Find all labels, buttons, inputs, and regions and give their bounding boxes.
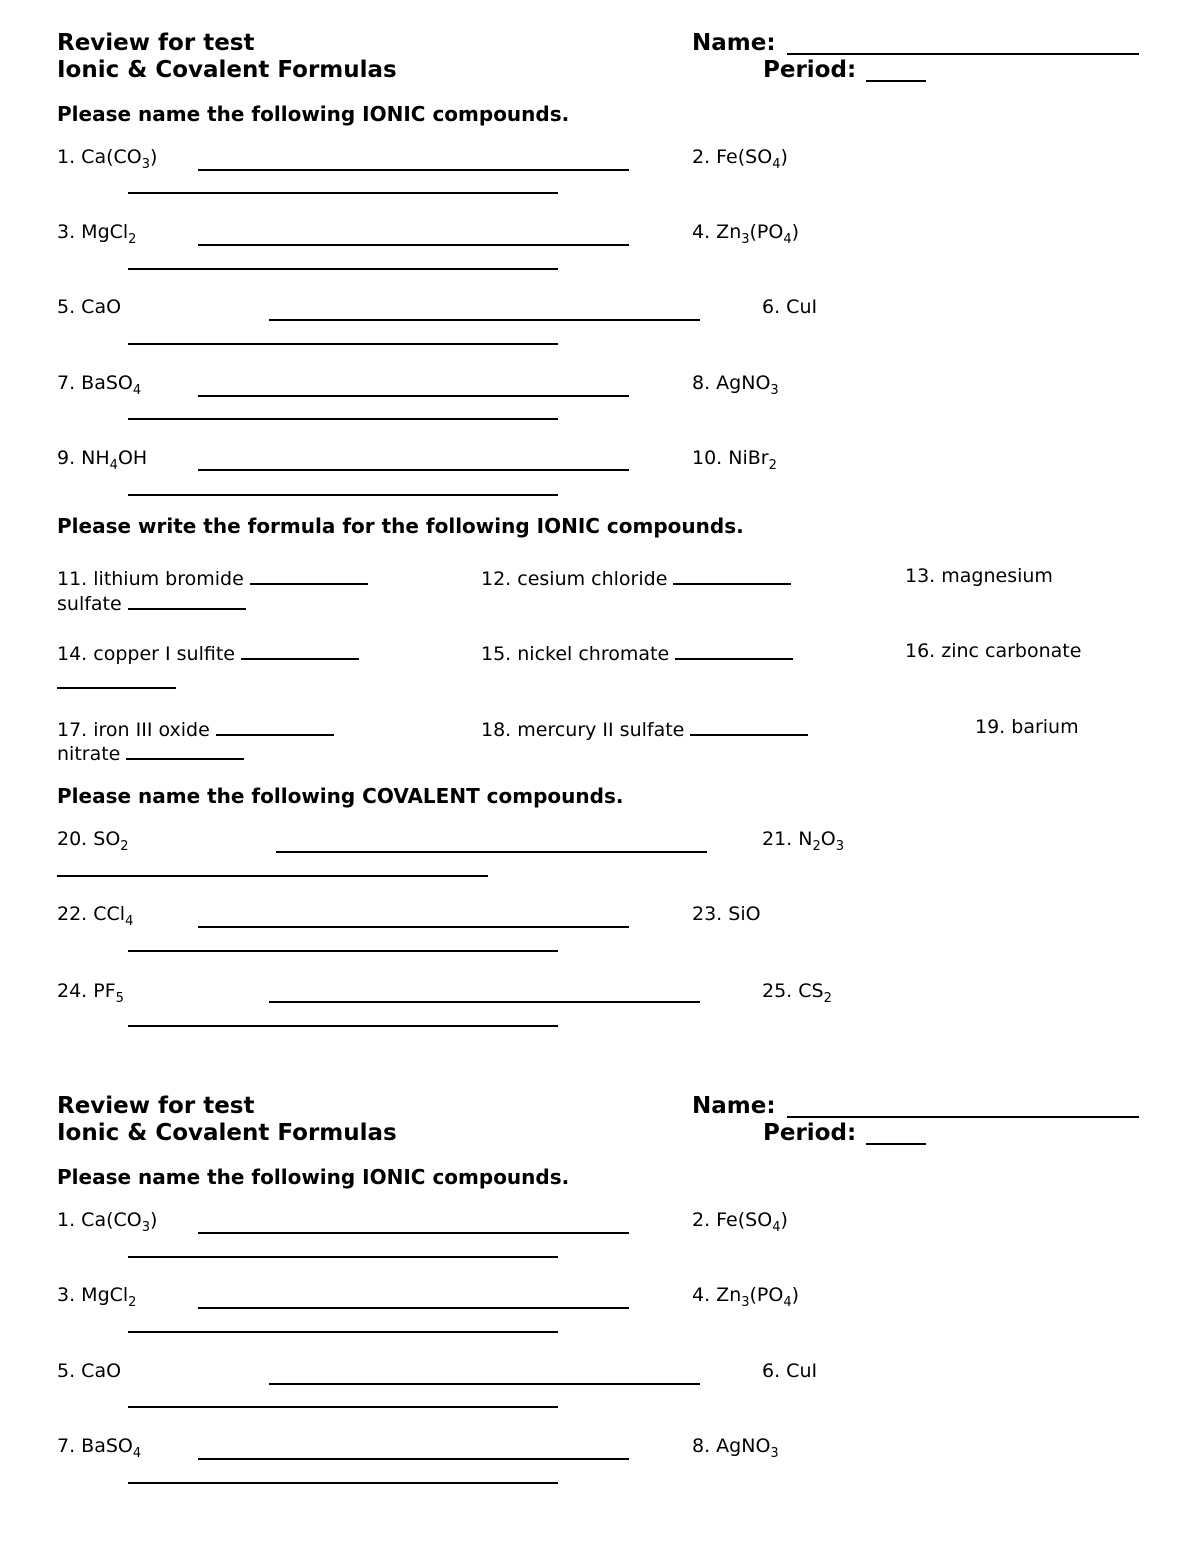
answer-line-10[interactable]: [128, 494, 558, 496]
answer-blank-12[interactable]: [673, 565, 791, 585]
answer-line-23[interactable]: [128, 950, 558, 952]
item-14: 14. copper I sulfite: [57, 640, 359, 665]
answer-line-3[interactable]: [198, 244, 629, 246]
answer-line-2[interactable]: [128, 1256, 558, 1258]
item-2: 2. $Fe(SO_4)$: [692, 146, 788, 172]
period-field[interactable]: [866, 80, 926, 82]
title-formulas: Ionic & Covalent Formulas: [57, 57, 397, 83]
item-24: 24. $PF_5$: [57, 980, 124, 1006]
item-22: 22. CCl$_4$: [57, 903, 134, 929]
item-12: 12. cesium chloride: [481, 565, 791, 590]
item-6: 6. CuI: [762, 1360, 818, 1382]
answer-line-22[interactable]: [198, 926, 629, 928]
answer-line-8[interactable]: [128, 1482, 558, 1484]
item-16: 16. zinc carbonate: [905, 640, 1082, 662]
item-8: 8. AgNO$_3$: [692, 372, 779, 398]
title-formulas: Ionic & Covalent Formulas: [57, 1120, 397, 1146]
item-1: 1. $Ca(CO_3)$: [57, 146, 158, 172]
answer-line-5[interactable]: [269, 1383, 700, 1385]
item-1: 1. $Ca(CO_3)$: [57, 1209, 158, 1235]
name-label: Name:: [692, 30, 776, 56]
answer-line-6[interactable]: [128, 1406, 558, 1408]
answer-line-7[interactable]: [198, 1458, 629, 1460]
item-19: 19. barium: [975, 716, 1079, 738]
name-field[interactable]: [787, 53, 1139, 55]
answer-line-3[interactable]: [198, 1307, 629, 1309]
answer-line-24[interactable]: [269, 1001, 700, 1003]
instruction-ionic-name: Please name the following IONIC compounds.: [57, 1165, 570, 1189]
item-21: 21. $N_2O_3$: [762, 828, 845, 854]
item-13: 13. magnesium: [905, 565, 1053, 587]
answer-blank-15[interactable]: [675, 640, 793, 660]
answer-line-20[interactable]: [276, 851, 707, 853]
answer-line-1[interactable]: [198, 1232, 629, 1234]
item-20: 20. $SO_2$: [57, 828, 129, 854]
answer-blank-16[interactable]: [57, 687, 176, 689]
name-label: Name:: [692, 1093, 776, 1119]
answer-line-25[interactable]: [128, 1025, 558, 1027]
answer-line-7[interactable]: [198, 395, 629, 397]
item-19-cont: nitrate: [57, 740, 244, 765]
item-5: 5. CaO: [57, 296, 122, 318]
item-18: 18. mercury II sulfate: [481, 716, 808, 741]
answer-line-1[interactable]: [198, 169, 629, 171]
title-review: Review for test: [57, 1093, 255, 1119]
answer-blank-18[interactable]: [690, 716, 808, 736]
item-3: 3. MgCl$_2$: [57, 1284, 137, 1310]
period-label: Period:: [763, 1120, 857, 1146]
item-2: 2. $Fe(SO_4)$: [692, 1209, 788, 1235]
period-label: Period:: [763, 57, 857, 83]
item-7: 7. BaSO$_4$: [57, 372, 142, 398]
item-13-cont: sulfate: [57, 590, 246, 615]
answer-blank-19[interactable]: [126, 740, 244, 760]
answer-line-21[interactable]: [57, 875, 488, 877]
period-field[interactable]: [866, 1143, 926, 1145]
answer-line-4[interactable]: [128, 1331, 558, 1333]
name-field[interactable]: [787, 1116, 1139, 1118]
item-17: 17. iron III oxide: [57, 716, 334, 741]
answer-blank-17[interactable]: [216, 716, 334, 736]
item-4: 4. $Zn_3(PO_4)$: [692, 221, 800, 247]
item-9: 9. $NH_4OH$: [57, 447, 148, 473]
answer-line-4[interactable]: [128, 268, 558, 270]
answer-line-2[interactable]: [128, 192, 558, 194]
item-4: 4. $Zn_3(PO_4)$: [692, 1284, 800, 1310]
answer-line-6[interactable]: [128, 343, 558, 345]
item-11: 11. lithium bromide: [57, 565, 368, 590]
instruction-covalent-name: Please name the following COVALENT compounds.: [57, 784, 624, 808]
item-23: 23. SiO: [692, 903, 761, 925]
item-10: 10. NiBr$_2$: [692, 447, 777, 473]
title-review: Review for test: [57, 30, 255, 56]
item-7: 7. BaSO$_4$: [57, 1435, 142, 1461]
instruction-ionic-formula: Please write the formula for the following IONIC compounds.: [57, 514, 744, 538]
answer-line-5[interactable]: [269, 319, 700, 321]
answer-line-9[interactable]: [198, 469, 629, 471]
answer-blank-13[interactable]: [128, 590, 246, 610]
item-25: 25. $CS_2$: [762, 980, 832, 1006]
item-6: 6. CuI: [762, 296, 818, 318]
item-8: 8. AgNO$_3$: [692, 1435, 779, 1461]
answer-blank-11[interactable]: [250, 565, 368, 585]
instruction-ionic-name: Please name the following IONIC compounds.: [57, 102, 570, 126]
item-15: 15. nickel chromate: [481, 640, 793, 665]
answer-blank-14[interactable]: [241, 640, 359, 660]
answer-line-8[interactable]: [128, 418, 558, 420]
item-3: 3. MgCl$_2$: [57, 221, 137, 247]
item-5: 5. CaO: [57, 1360, 122, 1382]
